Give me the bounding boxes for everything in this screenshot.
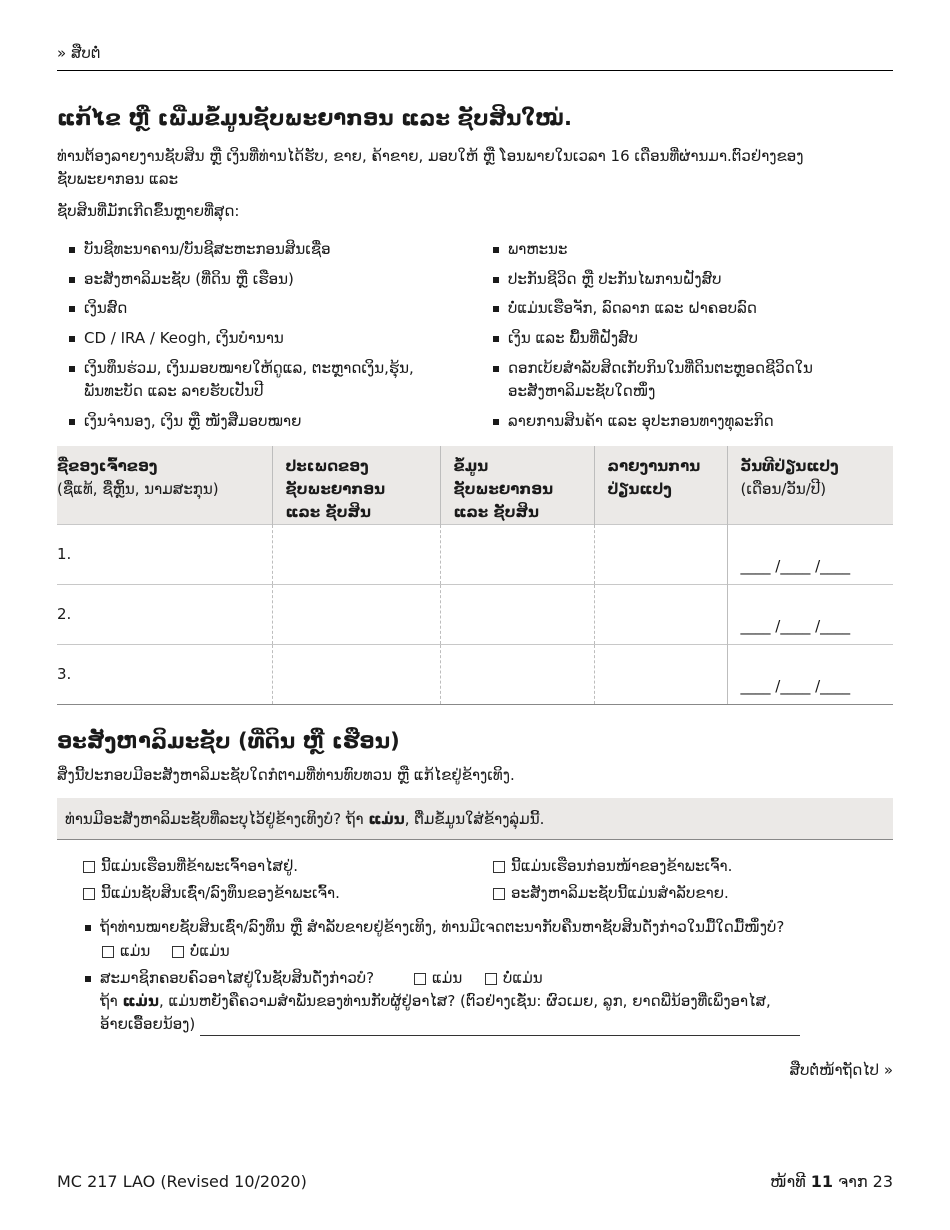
changes-table <box>57 446 893 705</box>
info-cell[interactable] <box>440 585 594 645</box>
owner-cell[interactable]: 2. <box>57 585 272 645</box>
relationship-prompt: ຖ້າ ແມ່ນ, ແມ່ນຫຍັງຄືຄວາມສຳພັນຂອງທ່ານກັບຜູ້ຢູ່ອາໄສ? (ຕົວຢ່າງເຊັ່ນ: ຜົວເມຍ, ລູກ, ຍາດພີ່ນ້ອງທີ່ເພິ່ງອາໄສ, <box>100 992 771 1010</box>
info-cell[interactable] <box>440 525 594 585</box>
col-owner-header: ຊື່ຂອງເຈົ້າຂອງ (ຊື່ແທ້, ຊື່ຫຼິ້ນ, ນາມສະກຸນ) <box>57 446 272 525</box>
list-item: ປະກັນຊີວິດ ຫຼື ປະກັນໄພການຝັງສົບ <box>493 268 722 291</box>
option-rental[interactable]: ນີ້ແມ່ນຊັບສິນເຊົ່າ/ລົງທຶນຂອງຂ້າພະເຈົ້າ. <box>83 884 340 902</box>
report-cell[interactable] <box>594 525 727 585</box>
section-title-new-resources: ແກ້ໄຂ ຫຼື ເພີ່ມຂໍ້ມູນຊັບພະຍາກອນ ແລະ ຊັບສິນໃໝ່. <box>57 106 573 130</box>
form-page <box>57 0 893 1230</box>
list-item-continued: ພັນທະບັດ ແລະ ລາຍຮັບເປັນປີ <box>84 382 264 400</box>
checkbox[interactable] <box>414 973 426 985</box>
col-date-header: ວັນທີປ່ຽນແປງ (ເດືອນ/ວັນ/ປີ) <box>727 446 893 525</box>
col-type-header: ປະເພດຂອງ ຊັບພະຍາກອນ ແລະ ຊັບສິນ <box>272 446 440 525</box>
list-item: CD / IRA / Keogh, ເງິນບຳນານ <box>69 327 284 350</box>
list-item-continued: ອະສັງຫາລິມະຊັບໃດໜຶ່ງ <box>508 382 656 400</box>
checkbox[interactable] <box>493 861 505 873</box>
intro-line-2: ຊັບພະຍາກອນ ແລະ <box>57 170 179 188</box>
page-number: ໜ້າທີ 11 ຈາກ 23 <box>770 1172 893 1191</box>
option-home-i-live[interactable]: ນີ້ແມ່ນເຮືອນທີ່ຂ້າພະເຈົ້າອາໄສຢູ່. <box>83 857 298 875</box>
header-divider <box>57 70 893 71</box>
checkbox[interactable] <box>172 946 184 958</box>
continued-label: » ສືບຕໍ່ <box>57 44 101 62</box>
checkbox[interactable] <box>493 888 505 900</box>
list-item: ບໍ່ແມ່ນເຮືອຈັກ, ລົດລາກ ແລະ ຝາຄອບລົດ <box>493 297 757 320</box>
q2-yes-option[interactable]: ແມ່ນ <box>414 969 462 987</box>
relationship-prompt-line-2: ອ້າຍເອື້ອຍນ້ອງ) <box>100 1013 890 1036</box>
table-row <box>57 525 893 585</box>
checkbox[interactable] <box>83 861 95 873</box>
checkbox[interactable] <box>102 946 114 958</box>
list-item: ເງິນສົດ <box>69 297 127 320</box>
info-cell[interactable] <box>440 645 594 705</box>
q1-no-option[interactable]: ບໍ່ແມ່ນ <box>172 942 230 960</box>
question-return-to-property: ຖ້າທ່ານໝາຍຊັບສິນເຊົ່າ/ລົງທຶນ ຫຼື ສຳລັບຂາຍຢູ່ຂ້າງເທິງ, ທ່ານມີເຈດຕະນາກັບຄືນຫາຊັບສິນດັ່ງກ່າວໃນມື້ໃດມື້ໜຶ່ງບໍ? <box>85 916 900 939</box>
owner-cell[interactable]: 3. <box>57 645 272 705</box>
type-cell[interactable] <box>272 525 440 585</box>
list-item: ລາຍການສິນຄ້າ ແລະ ອຸປະກອນທາງທຸລະກິດ <box>493 410 774 433</box>
list-item: ເງິນຈຳນອງ, ເງິນ ຫຼື ໜັງສືມອບໝາຍ <box>69 410 301 433</box>
date-cell[interactable]: ____ /____ /____ <box>727 525 893 585</box>
list-item: ບັນຊີທະນາຄານ/ບັນຊີສະຫະກອນສິນເຊື່ອ <box>69 238 331 261</box>
checkbox[interactable] <box>485 973 497 985</box>
option-previous-home[interactable]: ນີ້ແມ່ນເຮືອນກ່ອນໜ້າຂອງຂ້າພະເຈົ້າ. <box>493 857 732 875</box>
intro-line-1: ທ່ານຕ້ອງລາຍງານຊັບສິນ ຫຼື ເງິນທີ່ທ່ານໄດ້ຮັບ, ຂາຍ, ຄ້າຂາຍ, ມອບໃຫ້ ຫຼື ໂອນພາຍໃນເວລາ 16 ເດືອນທີ່ຜ່ານມາ.ຕົວຢ່າງຂອງ <box>57 147 804 165</box>
date-cell[interactable]: ____ /____ /____ <box>727 585 893 645</box>
intro-line-3: ຊັບສິນທີ່ມັກເກີດຂຶ້ນຫຼາຍທີ່ສຸດ: <box>57 202 240 220</box>
list-item: ເງິນ ແລະ ພື້ນທີ່ຝັງສົບ <box>493 327 638 350</box>
list-item: ດອກເບ້ຍສຳລັບສິດເກັບກິນໃນທີ່ດິນຕະຫຼອດຊີວິດໃນ <box>493 357 813 380</box>
list-item: ເງິນທຶນຮ່ວມ, ເງິນມອບໝາຍໃຫ້ດູແລ, ຕະຫຼາດເງິນ,ຮຸ້ນ, <box>69 357 414 380</box>
report-cell[interactable] <box>594 645 727 705</box>
date-cell[interactable]: ____ /____ /____ <box>727 645 893 705</box>
list-item: ອະສັງຫາລິມະຊັບ (ທີ່ດິນ ຫຼື ເຮືອນ) <box>69 268 294 291</box>
q2-no-option[interactable]: ບໍ່ແມ່ນ <box>485 969 543 987</box>
table-row <box>57 645 893 705</box>
report-cell[interactable] <box>594 585 727 645</box>
real-estate-question: ທ່ານມີອະສັງຫາລິມະຊັບທີ່ລະບຸໄວ້ຢູ່ຂ້າງເທິງບໍ? ຖ້າ ແມ່ນ, ຕື່ມຂໍ້ມູນໃສ່ຂ້າງລຸ່ມນີ້. <box>57 798 893 840</box>
relationship-input-line[interactable] <box>200 1021 800 1036</box>
owner-cell[interactable]: 1. <box>57 525 272 585</box>
col-report-header: ລາຍງານການ ປ່ຽນແປງ <box>594 446 727 525</box>
section-title-real-estate: ອະສັງຫາລິມະຊັບ (ທີ່ດິນ ຫຼື ເຮືອນ) <box>57 729 400 753</box>
type-cell[interactable] <box>272 645 440 705</box>
list-item: ພາຫະນະ <box>493 238 568 261</box>
question-family-lives-there: ສະມາຊິກຄອບຄົວອາໄສຢູ່ໃນຊັບສິນດັ່ງກ່າວບໍ? <box>85 967 374 990</box>
table-row <box>57 585 893 645</box>
checkbox[interactable] <box>83 888 95 900</box>
q1-yes-option[interactable]: ແມ່ນ <box>102 942 150 960</box>
type-cell[interactable] <box>272 585 440 645</box>
option-for-sale[interactable]: ອະສັງຫາລິມະຊັບນີ້ແມ່ນສຳລັບຂາຍ. <box>493 884 729 902</box>
col-info-header: ຂໍ້ມູນ ຊັບພະຍາກອນ ແລະ ຊັບສິນ <box>440 446 594 525</box>
form-id: MC 217 LAO (Revised 10/2020) <box>57 1172 307 1191</box>
continue-next-page: ສືບຕໍ່ໜ້າຖັດໄປ » <box>789 1061 893 1079</box>
real-estate-intro: ສິ່ງນີ້ປະກອບມີອະສັງຫາລິມະຊັບໃດກໍຕາມທີ່ທ່ານທົບທວນ ຫຼື ແກ້ໄຂຢູ່ຂ້າງເທິງ. <box>57 766 515 784</box>
